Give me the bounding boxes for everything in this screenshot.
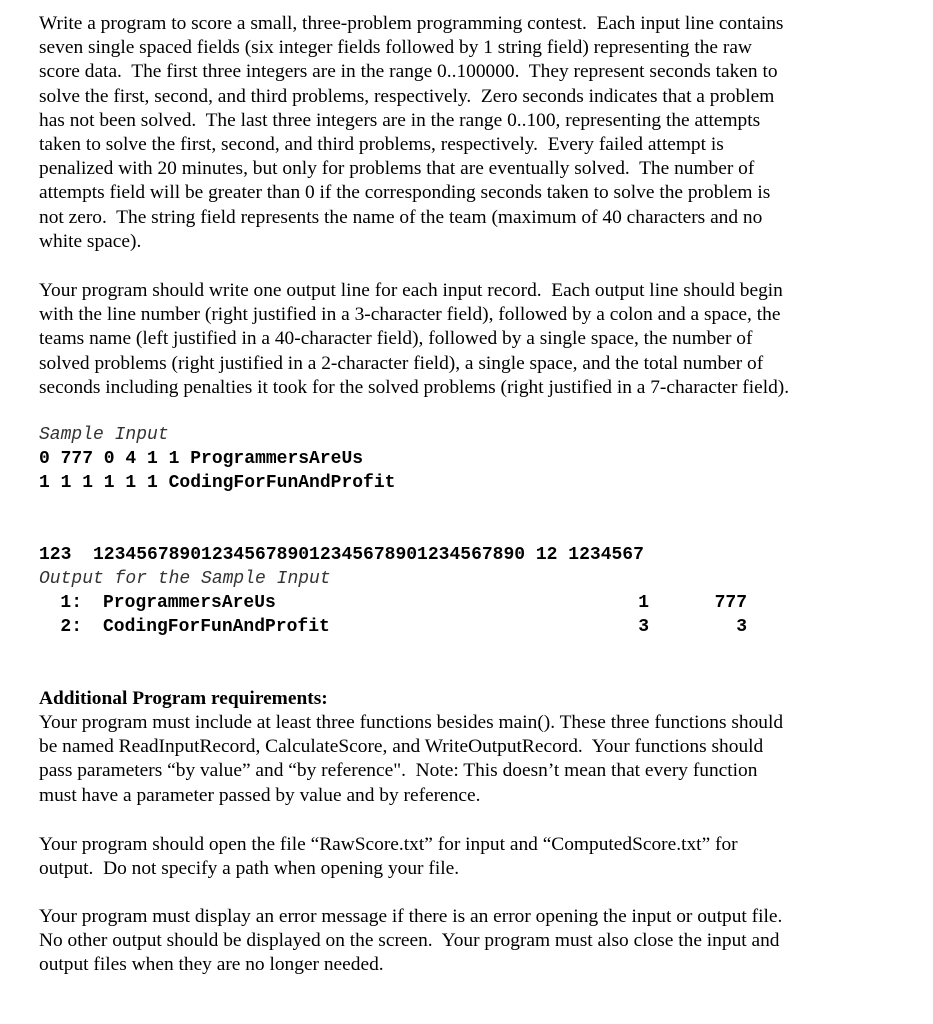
text-line: solve the first, second, and third problems, respectively. Zero seconds indicates that a problem bbox=[39, 85, 775, 107]
text-line: pass parameters “by value” and “by reference". Note: This doesn’t mean that every function bbox=[39, 760, 758, 782]
column-ruler-line: 123 1234567890123456789012345678901234567890 12 1234567 bbox=[39, 545, 644, 565]
output-line-number: 1: bbox=[60, 593, 82, 613]
text-line: white space). bbox=[39, 230, 142, 252]
text-line: seven single spaced fields (six integer fields followed by 1 string field) representing the raw bbox=[39, 37, 752, 59]
sample-output-row bbox=[39, 615, 759, 639]
requirements-heading: Additional Program requirements: bbox=[39, 688, 328, 709]
requirements-paragraph bbox=[39, 711, 783, 808]
output-format-paragraph bbox=[39, 279, 789, 400]
text-line: teams name (left justified in a 40-character field), followed by a single space, the number of bbox=[39, 328, 753, 350]
text-line: seconds including penalties it took for the solved problems (right justified in a 7-character field). bbox=[39, 376, 790, 398]
sample-input-line: 1 1 1 1 1 1 CodingForFunAndProfit bbox=[39, 473, 396, 493]
text-line: must have a parameter passed by value and by reference. bbox=[39, 784, 481, 806]
text-line: solved problems (right justified in a 2-character field), a single space, and the total number of bbox=[39, 352, 764, 374]
sample-output-row bbox=[39, 591, 759, 615]
text-line: with the line number (right justified in a 3-character field), followed by a colon and a space, the bbox=[39, 304, 781, 326]
text-line: penalized with 20 minutes, but only for problems that are eventually solved. The number of bbox=[39, 158, 755, 180]
text-line: not zero. The string field represents the name of the team (maximum of 40 characters and no bbox=[39, 206, 763, 228]
text-line: has not been solved. The last three integers are in the range 0..100, representing the attempts bbox=[39, 109, 761, 131]
output-team-name: ProgrammersAreUs bbox=[103, 593, 276, 613]
text-line: taken to solve the first, second, and third problems, respectively. Every failed attempt is bbox=[39, 134, 724, 156]
text-line: No other output should be displayed on the screen. Your program must also close the input and bbox=[39, 930, 780, 952]
sample-input-label: Sample Input bbox=[39, 425, 169, 445]
output-solved-count: 1 bbox=[638, 593, 649, 613]
sample-output-label: Output for the Sample Input bbox=[39, 569, 331, 589]
text-line: be named ReadInputRecord, CalculateScore, and WriteOutputRecord. Your functions should bbox=[39, 736, 764, 758]
sample-input-line: 0 777 0 4 1 1 ProgrammersAreUs bbox=[39, 449, 364, 469]
text-line: Your program should write one output line for each input record. Each output line should begin bbox=[39, 280, 783, 301]
text-line: Write a program to score a small, three-problem programming contest. Each input line contains bbox=[39, 13, 784, 34]
output-total-seconds: 3 bbox=[736, 617, 747, 637]
intro-paragraph bbox=[39, 12, 783, 254]
output-team-name: CodingForFunAndProfit bbox=[103, 617, 330, 637]
text-line: output. Do not specify a path when opening your file. bbox=[39, 858, 460, 880]
file-paragraph bbox=[39, 833, 738, 881]
text-line: attempts field will be greater than 0 if the corresponding seconds taken to solve the problem is bbox=[39, 182, 771, 204]
text-line: score data. The first three integers are in the range 0..100000. They represent seconds taken to bbox=[39, 61, 778, 83]
output-line-number: 2: bbox=[60, 617, 82, 637]
output-solved-count: 3 bbox=[638, 617, 649, 637]
text-line: output files when they are no longer needed. bbox=[39, 954, 384, 976]
error-paragraph bbox=[39, 905, 782, 978]
text-line: Your program must include at least three functions besides main(). These three functions should bbox=[39, 712, 784, 733]
text-line: Your program should open the file “RawScore.txt” for input and “ComputedScore.txt” for bbox=[39, 834, 738, 855]
text-line: Your program must display an error message if there is an error opening the input or output file. bbox=[39, 906, 783, 927]
output-total-seconds: 777 bbox=[714, 593, 747, 613]
